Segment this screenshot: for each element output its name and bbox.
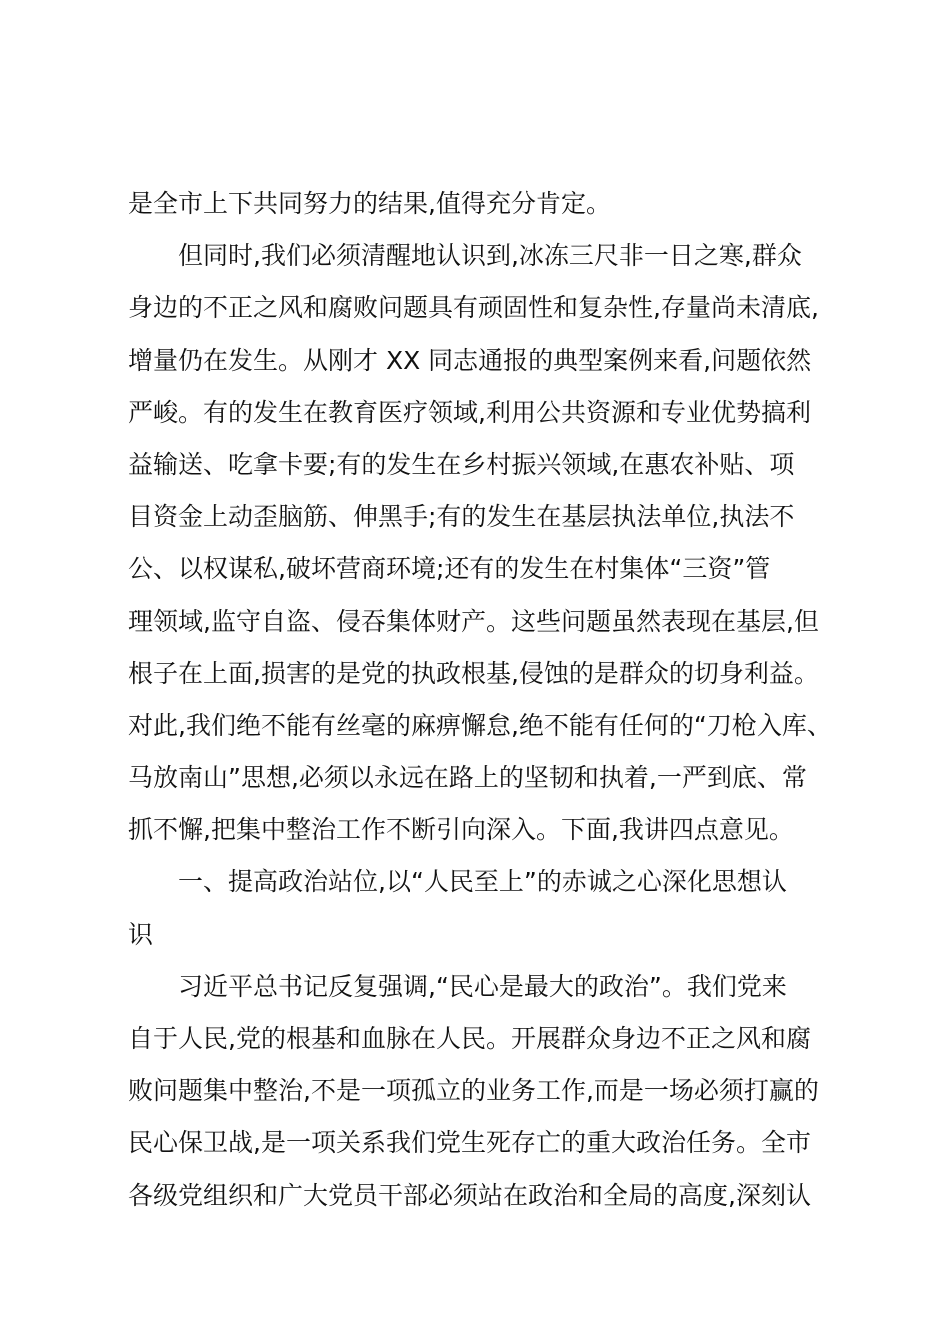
text-line: 公、以权谋私,破坏营商环境;还有的发生在村集体“三资”管 [128,554,771,584]
text-line: 马放南山”思想,必须以永远在路上的坚韧和执着,一严到底、常 [128,763,807,793]
section-heading-line: 一、提高政治站位,以“人民至上”的赤诚之心深化思想认 [178,867,787,897]
section-heading-line: 识 [128,919,154,949]
paragraph-start-line: 但同时,我们必须清醒地认识到,冰冻三尺非一日之寒,群众 [178,241,802,271]
paragraph-start-line: 习近平总书记反复强调,“民心是最大的政治”。我们党来 [178,971,787,1001]
text-line: 益输送、吃拿卡要;有的发生在乡村振兴领域,在惠农补贴、项 [128,449,795,479]
text-line: 民心保卫战,是一项关系我们党生死存亡的重大政治任务。全市 [128,1128,811,1158]
text-line: 自于人民,党的根基和血脉在人民。开展群众身边不正之风和腐 [128,1024,811,1053]
text-line: 目资金上动歪脑筋、伸黑手;有的发生在基层执法单位,执法不 [128,502,795,532]
text-line: 各级党组织和广大党员干部必须站在政治和全局的高度,深刻认 [128,1180,811,1210]
text-line: 根子在上面,损害的是党的执政根基,侵蚀的是群众的切身利益。 [128,658,819,688]
text-line: 败问题集中整治,不是一项孤立的业务工作,而是一场必须打赢的 [128,1076,819,1106]
text-line: 理领域,监守自盗、侵吞集体财产。这些问题虽然表现在基层,但 [128,606,819,636]
body-text [128,178,840,1222]
text-line: 身边的不正之风和腐败问题具有顽固性和复杂性,存量尚未清底, [128,293,819,323]
text-line: 增量仍在发生。从刚才 XX 同志通报的典型案例来看,问题依然 [128,345,812,375]
text-line: 抓不懈,把集中整治工作不断引向深入。下面,我讲四点意见。 [128,815,794,845]
text-line: 严峻。有的发生在教育医疗领域,利用公共资源和专业优势搞利 [128,397,811,427]
text-line: 对此,我们绝不能有丝毫的麻痹懈怠,绝不能有任何的“刀枪入库、 [128,710,832,740]
text-line: 是全市上下共同努力的结果,值得充分肯定。 [128,189,611,218]
